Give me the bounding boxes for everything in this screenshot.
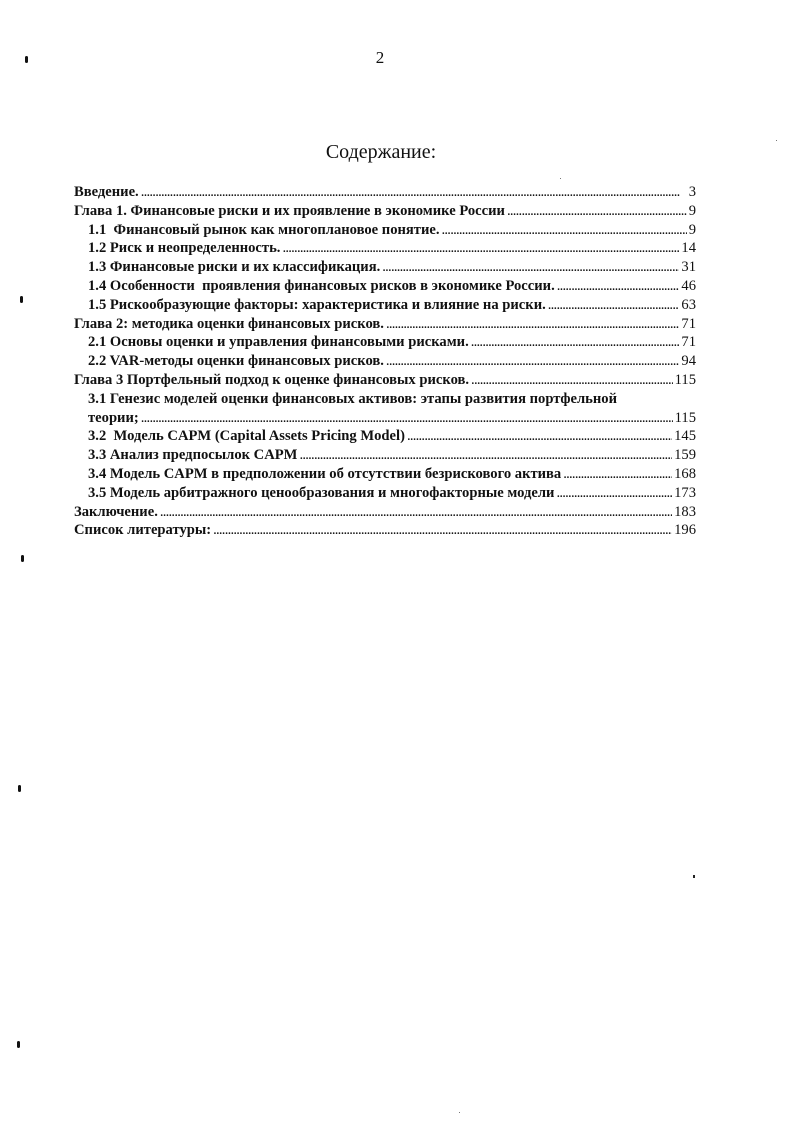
toc-entry-label: 1.5 Рискообразующие факторы: характеристика и влияние на риски.: [88, 296, 546, 313]
toc-entry-page: 173: [674, 484, 696, 501]
toc-entry-label: 1.2 Риск и неопределенность.: [88, 240, 281, 257]
leader-dots: [299, 446, 672, 465]
scan-mark: [20, 296, 23, 303]
toc-entry-label: 3.4 Модель CAPM в предположении об отсутствии безрискового актива: [88, 465, 562, 482]
toc-entry-label: 1.1 Финансовый рынок как многоплановое понятие.: [88, 221, 440, 238]
toc-entry-label: 3.5 Модель арбитражного ценообразования и многофакторные модели: [88, 484, 555, 501]
toc-entry-label: 2.2 VAR-методы оценки финансовых рисков.: [88, 353, 384, 370]
leader-dots: [557, 277, 680, 296]
leader-dots: [160, 503, 672, 522]
leader-dots: [141, 409, 673, 428]
toc-entry-1-5: [74, 296, 696, 315]
leader-dots: [282, 239, 679, 258]
toc-entry-1-2: [74, 239, 696, 258]
toc-entry-page: 63: [681, 296, 696, 313]
scan-mark: [17, 1041, 20, 1048]
toc-entry-page: 3: [688, 184, 696, 200]
toc-entry-page: 159: [674, 447, 696, 464]
toc-entry-3-4: [74, 465, 696, 484]
scan-speck: [459, 1112, 460, 1113]
toc-entry-page: 94: [681, 353, 696, 370]
toc-entry-label: 1.4 Особенности проявления финансовых рисков в экономике России.: [88, 277, 555, 294]
toc-entry-page: 115: [674, 371, 696, 388]
toc-entry-3-3: [74, 446, 696, 465]
toc-title: Содержание:: [325, 141, 437, 163]
table-of-contents: [74, 183, 696, 540]
toc-entry-1-1: [74, 221, 696, 240]
toc-entry-3-1: [74, 390, 696, 428]
scan-mark: [21, 555, 24, 562]
toc-entry-page: 46: [681, 277, 696, 294]
leader-dots: [548, 296, 680, 315]
toc-entry-1-3: [74, 258, 696, 277]
leader-dots: [213, 521, 672, 540]
toc-entry-page: 168: [674, 465, 696, 482]
toc-entry-references: [74, 521, 696, 540]
toc-entry-3-5: [74, 484, 696, 503]
toc-entry-label: 3.3 Анализ предпосылок CAPM: [88, 447, 298, 464]
toc-entry-page: 196: [674, 522, 696, 539]
toc-entry-1-4: [74, 277, 696, 296]
toc-entry-label: Введение.: [74, 184, 139, 200]
toc-entry-page: 71: [681, 315, 696, 332]
leader-dots: [556, 484, 672, 503]
leader-dots: [507, 202, 687, 221]
toc-entry-label: 3.2 Модель CAPM (Capital Assets Pricing Model): [88, 428, 405, 445]
toc-entry-page: 71: [681, 334, 696, 351]
leader-dots: [141, 183, 687, 202]
toc-entry-label: Глава 2: методика оценки финансовых рисков.: [74, 315, 384, 332]
toc-entry-page: 9: [688, 221, 696, 238]
toc-entry-label: 2.1 Основы оценки и управления финансовыми рисками.: [88, 334, 469, 351]
scan-mark: [25, 56, 28, 63]
toc-entry-label: 1.3 Финансовые риски и их классификация.: [88, 259, 381, 276]
leader-dots: [382, 258, 679, 277]
scan-speck: [560, 178, 561, 179]
leader-dots: [386, 315, 679, 334]
scan-speck: [693, 875, 695, 878]
toc-entry-label-line1: 3.1 Генезис моделей оценки финансовых активов: этапы развития портфельной: [88, 390, 618, 407]
toc-entry-label: Глава 1. Финансовые риски и их проявление в экономике России: [74, 202, 505, 219]
scan-mark: [18, 785, 21, 792]
toc-entry-conclusion: [74, 503, 696, 522]
toc-entry-page: 115: [674, 409, 696, 426]
toc-entry-label: Заключение.: [74, 503, 158, 520]
toc-entry-3-2: [74, 427, 696, 446]
leader-dots: [442, 221, 687, 240]
toc-entry-label-line2: теории;: [88, 409, 139, 426]
leader-dots: [386, 352, 679, 371]
toc-entry-chapter-3: [74, 371, 696, 390]
toc-entry-label: Глава 3 Портфельный подход к оценке финансовых рисков.: [74, 371, 470, 388]
toc-entry-2-1: [74, 333, 696, 352]
leader-dots: [563, 465, 672, 484]
leader-dots: [471, 333, 680, 352]
toc-entry-2-2: [74, 352, 696, 371]
page-number: 2: [375, 48, 385, 67]
toc-entry-page: 31: [681, 259, 696, 276]
toc-entry-chapter-2: [74, 315, 696, 334]
toc-entry-page: 9: [688, 202, 696, 219]
toc-entry-page: 14: [681, 240, 696, 257]
toc-entry-page: 145: [674, 428, 696, 445]
toc-entry-label: Список литературы:: [74, 522, 212, 539]
leader-dots: [471, 371, 673, 390]
toc-entry-page: 183: [674, 503, 696, 520]
toc-entry-3-1-continuation: [88, 409, 696, 428]
leader-dots: [407, 427, 672, 446]
toc-entry-chapter-1: [74, 202, 696, 221]
scan-speck: [776, 140, 777, 141]
toc-entry-intro: [74, 183, 696, 202]
